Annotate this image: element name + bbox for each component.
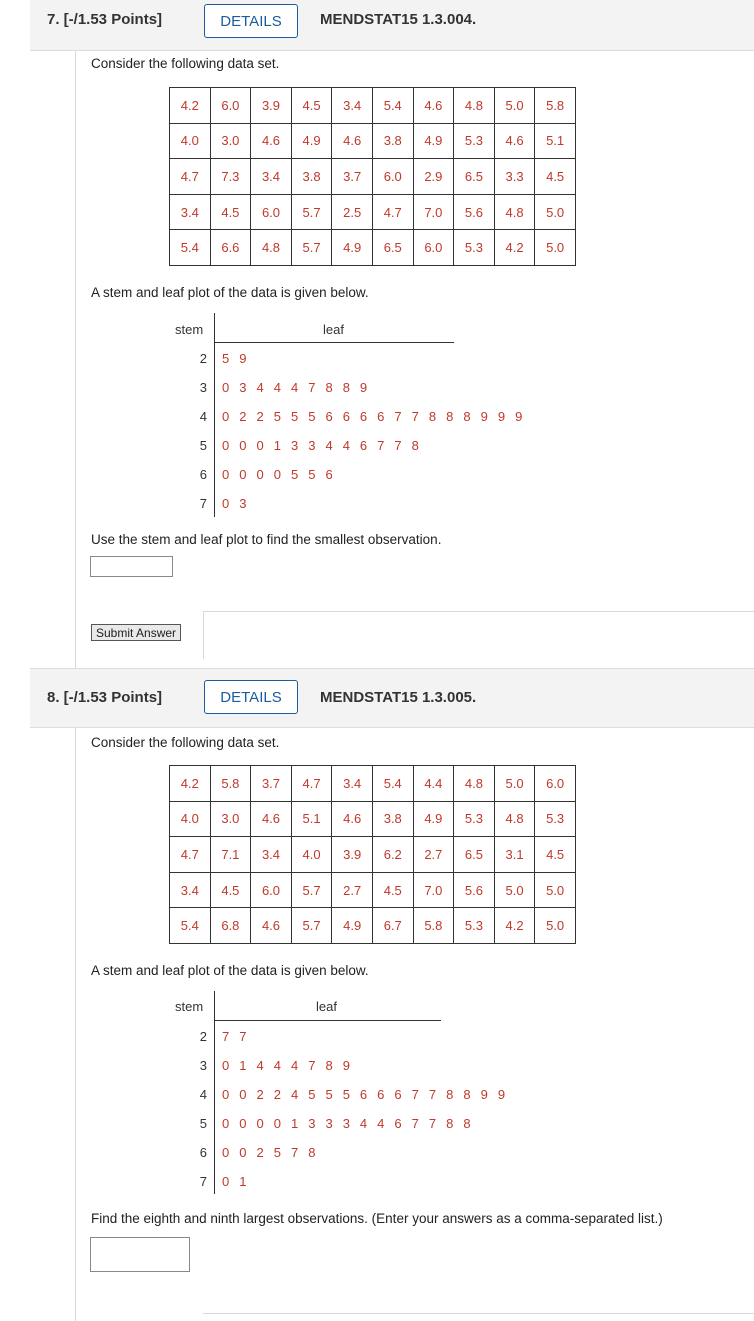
data-cell: 6.0 — [413, 230, 454, 266]
data-row — [170, 194, 576, 230]
data-cell: 4.6 — [413, 88, 454, 124]
data-cell: 4.0 — [170, 123, 211, 159]
leaf-values: 7 7 — [222, 1029, 250, 1044]
data-cell: 3.8 — [372, 123, 413, 159]
data-cell: 4.9 — [332, 908, 373, 944]
stem-value: 3 — [199, 380, 207, 395]
stem-value: 6 — [199, 467, 207, 482]
data-cell: 4.0 — [291, 837, 332, 873]
data-cell: 4.7 — [291, 766, 332, 802]
data-cell: 5.4 — [372, 766, 413, 802]
data-cell: 4.5 — [372, 872, 413, 908]
data-cell: 4.6 — [251, 908, 292, 944]
data-cell: 3.7 — [251, 766, 292, 802]
data-cell: 4.6 — [251, 801, 292, 837]
q8-answer-input[interactable] — [90, 1237, 190, 1272]
q7-data-table — [169, 87, 576, 266]
q7-intro: Consider the following data set. — [91, 56, 280, 71]
question-7-code: MENDSTAT15 1.3.004. — [320, 11, 477, 28]
data-cell: 4.5 — [210, 194, 251, 230]
leaf-values: 0 0 2 5 7 8 — [222, 1145, 319, 1160]
data-row — [170, 123, 576, 159]
data-cell: 3.9 — [251, 88, 292, 124]
stem-header: stem — [175, 322, 204, 337]
data-cell: 3.7 — [332, 159, 373, 195]
data-cell: 5.0 — [535, 194, 576, 230]
data-cell: 4.5 — [535, 159, 576, 195]
data-cell: 4.7 — [170, 159, 211, 195]
q8-plot-intro: A stem and leaf plot of the data is given below. — [91, 963, 369, 978]
data-cell: 4.8 — [454, 88, 495, 124]
data-cell: 3.4 — [332, 88, 373, 124]
data-cell: 4.8 — [251, 230, 292, 266]
q8-intro: Consider the following data set. — [91, 735, 280, 750]
data-cell: 4.8 — [454, 766, 495, 802]
leaf-values: 0 2 2 5 5 5 6 6 6 6 7 7 8 8 8 9 9 9 — [222, 409, 526, 424]
data-cell: 3.8 — [291, 159, 332, 195]
data-cell: 4.7 — [170, 837, 211, 873]
data-cell: 6.7 — [372, 908, 413, 944]
data-cell: 4.9 — [291, 123, 332, 159]
data-cell: 5.3 — [535, 801, 576, 837]
data-cell: 2.7 — [332, 872, 373, 908]
data-cell: 3.4 — [170, 194, 211, 230]
data-cell: 5.1 — [535, 123, 576, 159]
data-cell: 5.0 — [494, 766, 535, 802]
data-cell: 5.0 — [535, 872, 576, 908]
data-row — [170, 159, 576, 195]
data-cell: 4.7 — [372, 194, 413, 230]
data-row — [170, 837, 576, 873]
data-cell: 4.6 — [494, 123, 535, 159]
data-row — [170, 908, 576, 944]
question-7-details-button[interactable]: DETAILS — [204, 4, 298, 38]
leaf-header: leaf — [323, 322, 344, 337]
data-cell: 6.0 — [251, 872, 292, 908]
data-cell: 5.4 — [170, 230, 211, 266]
data-cell: 2.5 — [332, 194, 373, 230]
data-cell: 6.0 — [372, 159, 413, 195]
leaf-values: 0 3 — [222, 496, 250, 511]
data-cell: 4.5 — [291, 88, 332, 124]
q7-submit-rule — [203, 611, 204, 659]
q7-question: Use the stem and leaf plot to find the smallest observation. — [91, 532, 442, 547]
data-cell: 4.9 — [332, 230, 373, 266]
data-cell: 4.8 — [494, 801, 535, 837]
q7-separator — [203, 611, 754, 612]
leaf-values: 0 0 0 1 3 3 4 4 6 7 7 8 — [222, 438, 423, 453]
data-cell: 5.7 — [291, 194, 332, 230]
data-cell: 3.4 — [170, 872, 211, 908]
data-cell: 2.9 — [413, 159, 454, 195]
data-cell: 7.1 — [210, 837, 251, 873]
data-row — [170, 230, 576, 266]
data-cell: 5.0 — [535, 908, 576, 944]
data-cell: 4.2 — [494, 230, 535, 266]
data-cell: 4.2 — [170, 766, 211, 802]
data-cell: 4.2 — [170, 88, 211, 124]
data-cell: 5.0 — [494, 88, 535, 124]
q8-data-table — [169, 765, 576, 944]
data-cell: 4.0 — [170, 801, 211, 837]
data-cell: 7.0 — [413, 872, 454, 908]
leaf-values: 5 9 — [222, 351, 250, 366]
data-row — [170, 801, 576, 837]
data-cell: 4.6 — [251, 123, 292, 159]
data-cell: 4.6 — [332, 123, 373, 159]
data-cell: 3.4 — [251, 159, 292, 195]
data-cell: 4.5 — [535, 837, 576, 873]
question-7-number: 7. [-/1.53 Points] — [47, 11, 163, 28]
data-cell: 5.3 — [454, 908, 495, 944]
question-7-header — [30, 0, 754, 51]
leaf-values: 0 1 4 4 4 7 8 9 — [222, 1058, 354, 1073]
data-cell: 5.8 — [535, 88, 576, 124]
data-cell: 7.3 — [210, 159, 251, 195]
data-cell: 6.6 — [210, 230, 251, 266]
data-cell: 5.1 — [291, 801, 332, 837]
data-cell: 6.8 — [210, 908, 251, 944]
leaf-values: 0 1 — [222, 1174, 250, 1189]
data-cell: 2.7 — [413, 837, 454, 873]
data-cell: 4.2 — [494, 908, 535, 944]
data-cell: 4.4 — [413, 766, 454, 802]
data-cell: 5.6 — [454, 194, 495, 230]
data-cell: 5.7 — [291, 908, 332, 944]
stem-header: stem — [175, 999, 204, 1014]
data-cell: 3.4 — [251, 837, 292, 873]
leaf-header: leaf — [316, 999, 337, 1014]
stem-value: 2 — [199, 351, 207, 366]
data-cell: 6.2 — [372, 837, 413, 873]
data-cell: 6.5 — [454, 159, 495, 195]
submit-answer-button[interactable]: Submit Answer — [91, 624, 181, 641]
data-row — [170, 872, 576, 908]
data-row — [170, 766, 576, 802]
question-8-code: MENDSTAT15 1.3.005. — [320, 689, 477, 706]
data-cell: 5.7 — [291, 230, 332, 266]
data-cell: 5.4 — [170, 908, 211, 944]
plot-stem-divider — [214, 991, 215, 1194]
left-rule — [75, 726, 76, 1321]
data-cell: 4.8 — [494, 194, 535, 230]
q7-answer-input[interactable] — [90, 556, 173, 577]
question-8-header — [30, 668, 754, 728]
stem-value: 2 — [199, 1029, 207, 1044]
data-cell: 5.8 — [210, 766, 251, 802]
plot-header-rule — [214, 342, 454, 343]
question-8-number: 8. [-/1.53 Points] — [47, 689, 163, 706]
stem-value: 7 — [199, 1174, 207, 1189]
stem-value: 7 — [199, 496, 207, 511]
data-cell: 7.0 — [413, 194, 454, 230]
data-cell: 4.9 — [413, 123, 454, 159]
data-cell: 5.3 — [454, 230, 495, 266]
data-cell: 5.7 — [291, 872, 332, 908]
data-cell: 6.0 — [210, 88, 251, 124]
data-cell: 5.0 — [535, 230, 576, 266]
stem-value: 5 — [199, 1116, 207, 1131]
data-cell: 6.0 — [251, 194, 292, 230]
q8-question: Find the eighth and ninth largest observations. (Enter your answers as a comma-separated list.) — [91, 1211, 663, 1226]
stem-value: 4 — [199, 1087, 207, 1102]
leaf-values: 0 3 4 4 4 7 8 8 9 — [222, 380, 371, 395]
data-cell: 5.6 — [454, 872, 495, 908]
q7-plot-intro: A stem and leaf plot of the data is given below. — [91, 285, 369, 300]
leaf-values: 0 0 0 0 5 5 6 — [222, 467, 336, 482]
stem-value: 3 — [199, 1058, 207, 1073]
data-cell: 5.8 — [413, 908, 454, 944]
q8-separator — [203, 1313, 754, 1314]
data-cell: 5.0 — [494, 872, 535, 908]
data-row — [170, 88, 576, 124]
plot-stem-divider — [214, 313, 215, 517]
data-cell: 4.9 — [413, 801, 454, 837]
data-cell: 6.5 — [372, 230, 413, 266]
data-cell: 5.3 — [454, 801, 495, 837]
data-cell: 6.5 — [454, 837, 495, 873]
data-cell: 3.0 — [210, 123, 251, 159]
stem-value: 4 — [199, 409, 207, 424]
leaf-values: 0 0 0 0 1 3 3 3 4 4 6 7 7 8 8 — [222, 1116, 474, 1131]
data-cell: 3.3 — [494, 159, 535, 195]
stem-value: 5 — [199, 438, 207, 453]
question-8-details-button[interactable]: DETAILS — [204, 680, 298, 714]
data-cell: 4.6 — [332, 801, 373, 837]
data-cell: 5.4 — [372, 88, 413, 124]
data-cell: 3.9 — [332, 837, 373, 873]
data-cell: 6.0 — [535, 766, 576, 802]
data-cell: 4.5 — [210, 872, 251, 908]
stem-value: 6 — [199, 1145, 207, 1160]
left-rule — [75, 48, 76, 668]
leaf-values: 0 0 2 2 4 5 5 5 6 6 6 7 7 8 8 9 9 — [222, 1087, 509, 1102]
data-cell: 3.4 — [332, 766, 373, 802]
data-cell: 3.0 — [210, 801, 251, 837]
data-cell: 5.3 — [454, 123, 495, 159]
data-cell: 3.1 — [494, 837, 535, 873]
plot-header-rule — [214, 1020, 441, 1021]
data-cell: 3.8 — [372, 801, 413, 837]
